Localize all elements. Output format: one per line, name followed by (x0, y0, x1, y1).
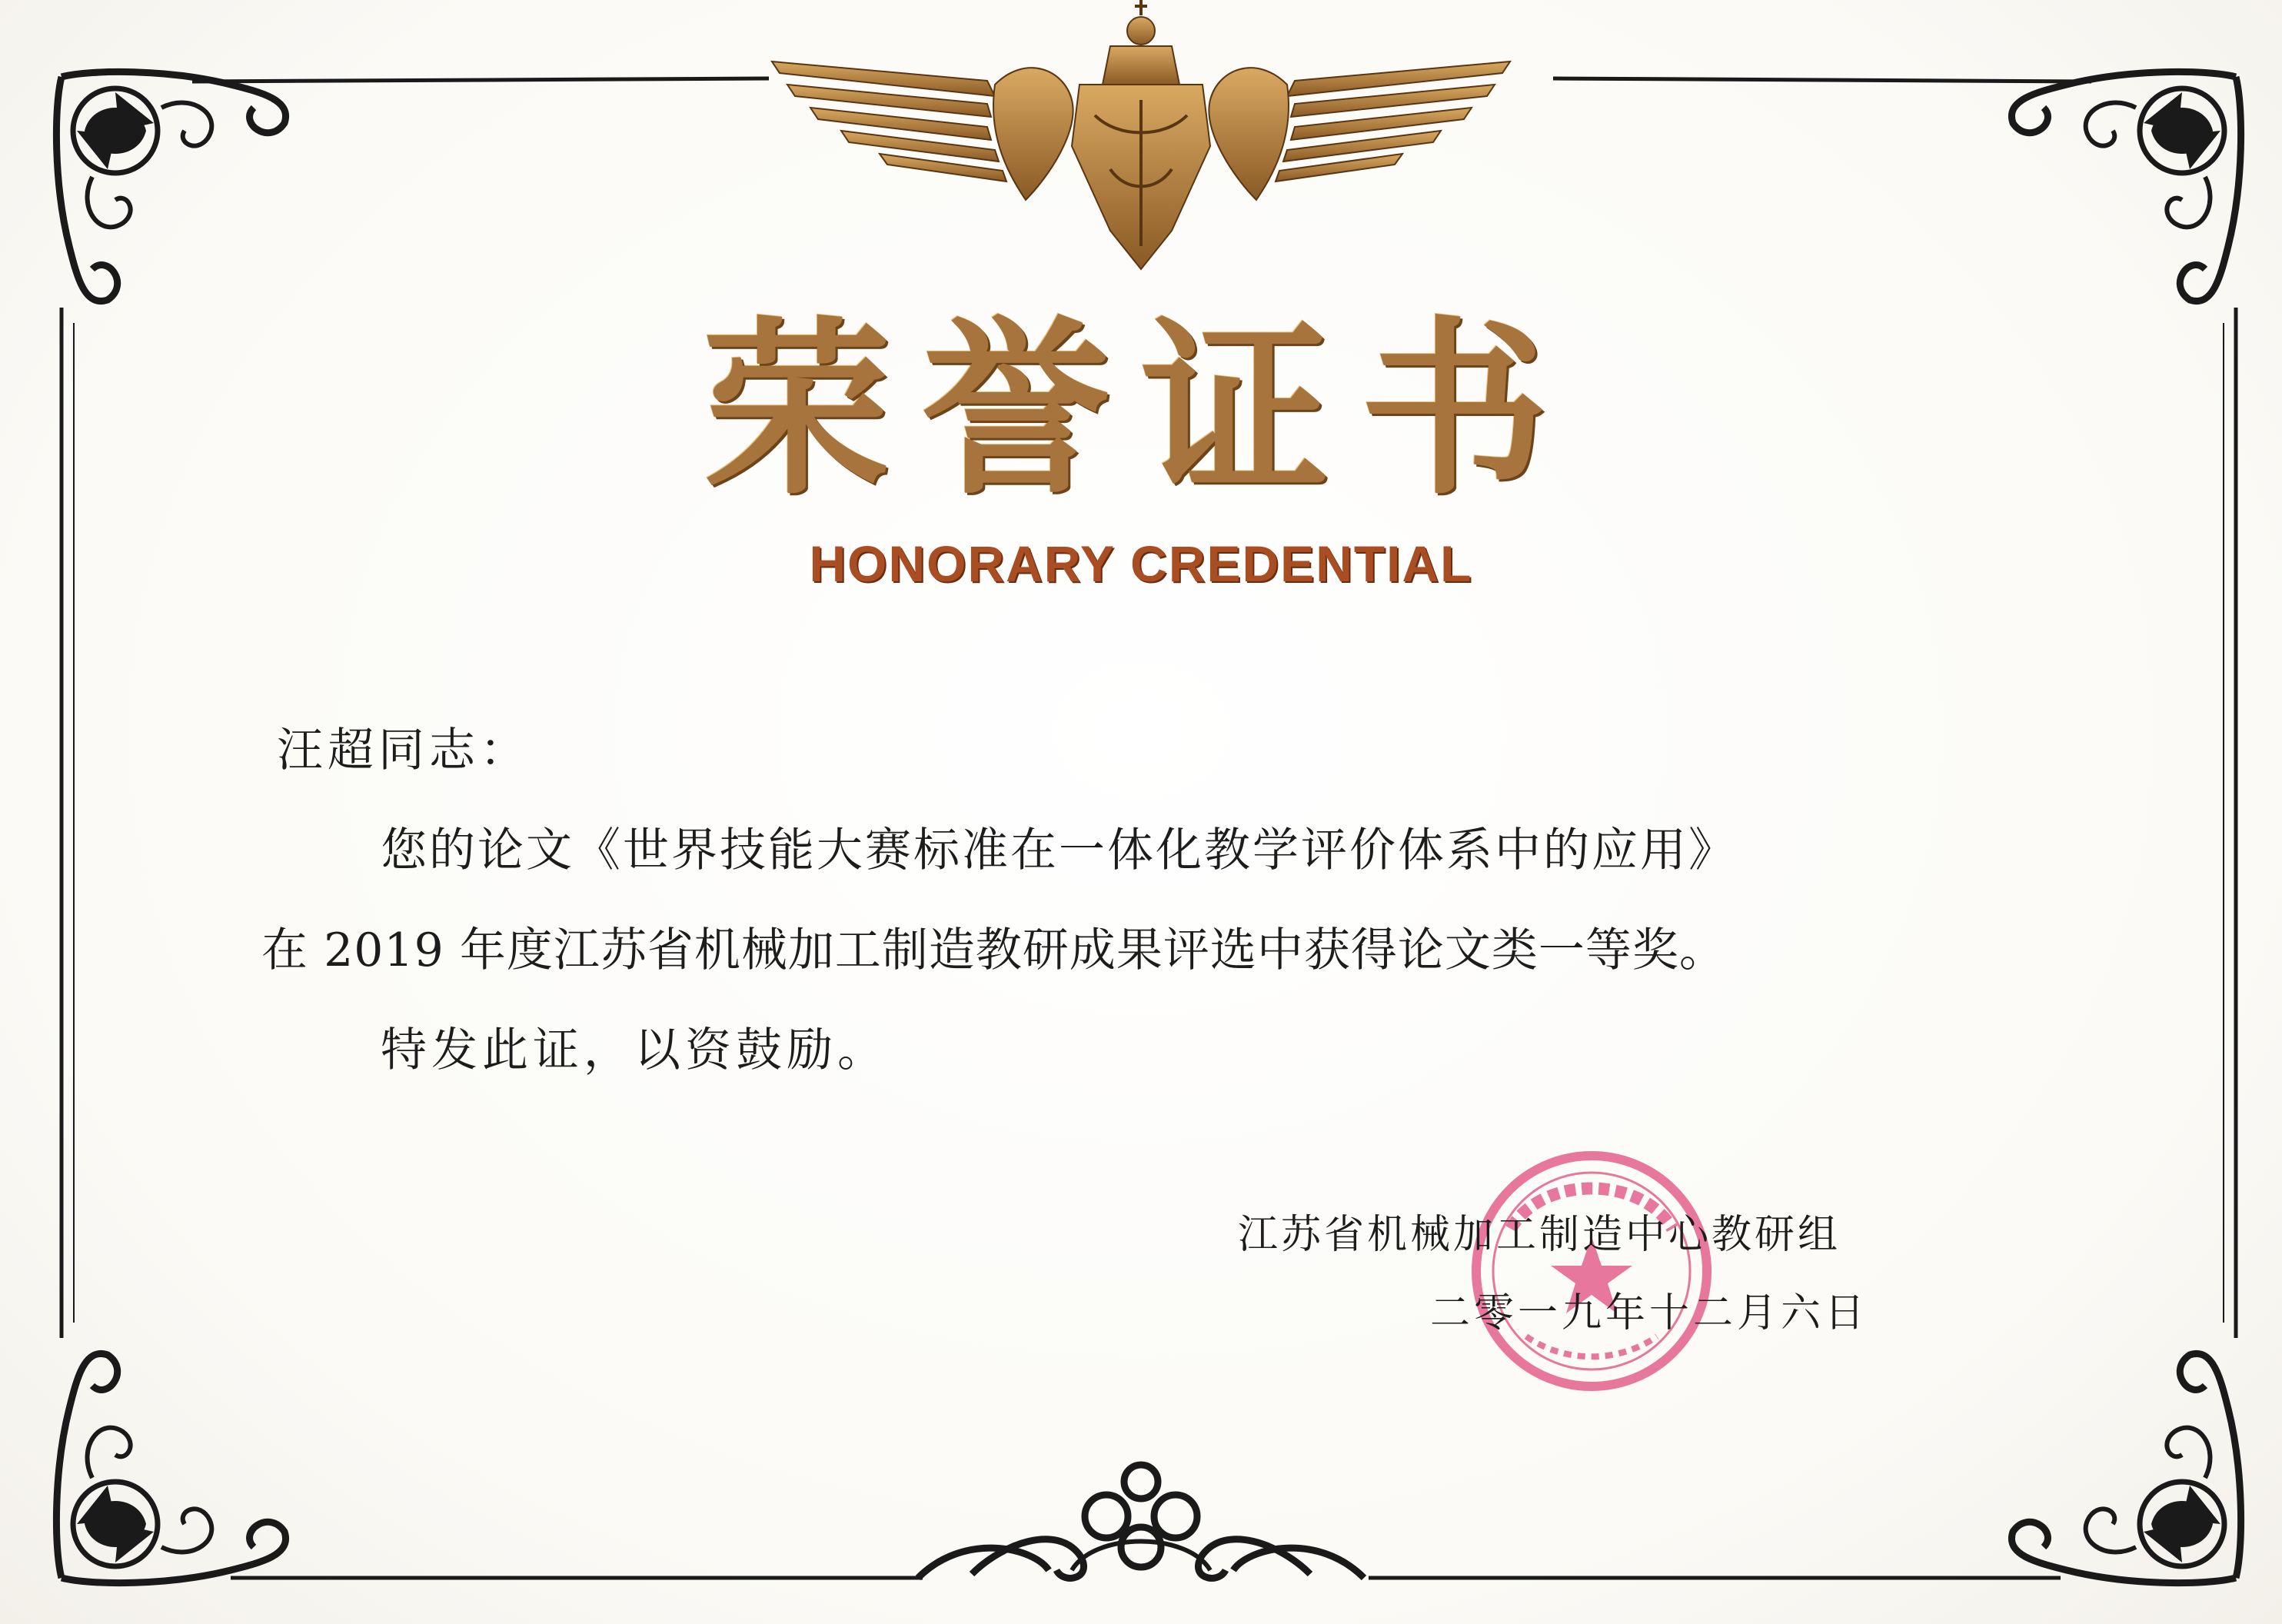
eagle-crest-emblem (772, 0, 1510, 269)
certificate-title: 荣誉证书 (703, 298, 1579, 520)
issue-date: 二零一九年十二月六日 (1430, 1290, 1869, 1336)
award-text-line-1: 您的论文《世界技能大赛标准在一体化教学评价体系中的应用》 (381, 824, 1737, 877)
award-text-line-2: 在 2019 年度江苏省机械加工制造教研成果评选中获得论文类一等奖。 (261, 923, 1726, 977)
recipient-salutation: 汪超同志： (277, 724, 531, 777)
award-text-line-3: 特发此证，以资鼓励。 (381, 1023, 888, 1077)
issuing-organization: 江苏省机械加工制造中心教研组 (1238, 1212, 1841, 1258)
bottom-scroll-ornament (918, 1465, 1364, 1578)
official-seal (1465, 1144, 1718, 1398)
certificate-title-english: HONORARY CREDENTIAL (809, 535, 1473, 592)
